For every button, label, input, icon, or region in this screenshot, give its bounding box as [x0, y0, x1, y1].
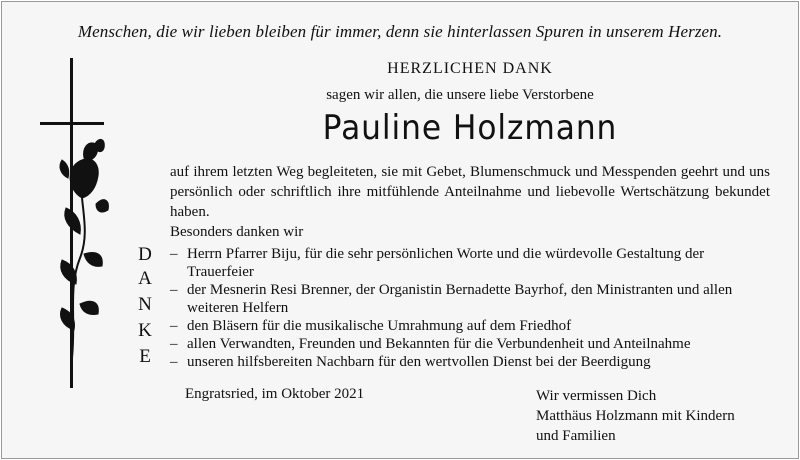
list-dash: – [170, 246, 178, 262]
list-item [170, 335, 770, 353]
closing-line-1: Wir vermissen Dich [536, 388, 657, 404]
list-item [170, 317, 770, 335]
list-dash: – [170, 282, 178, 298]
list-dash: – [170, 354, 178, 370]
motto-quote: Menschen, die wir lieben bleiben für immer, denn sie hinterlassen Spuren in unserem Herzen. [77, 22, 723, 41]
danke-letter-a: A [138, 268, 152, 289]
intro-line: sagen wir allen, die unsere liebe Verstorbene [326, 87, 594, 103]
closing-line-2: Matthäus Holzmann mit Kindern [536, 408, 735, 424]
danke-letter-e: E [139, 346, 151, 367]
heading-herzlichen-dank: HERZLICHEN DANK [387, 60, 553, 77]
list-item-text: Herrn Pfarrer Biju, für die sehr persönlichen Worte und die würdevolle Gestaltung der Trauerfeier [187, 246, 705, 280]
danke-letter-n: N [138, 294, 152, 315]
list-dash: – [170, 318, 178, 334]
thanks-list [170, 245, 770, 371]
danke-letter-k: K [138, 320, 152, 341]
list-item-text: allen Verwandten, Freunden und Bekannten für die Verbundenheit und Anteilnahme [187, 336, 691, 352]
thanks-paragraph: auf ihrem letzten Weg begleiteten, sie mit Gebet, Blumenschmuck und Messpenden geehrt und uns persönlich oder schriftlich ihre mitfühlende Anteilnahme und liebevolle Wertschätzung bekundet haben. [170, 164, 770, 220]
list-item [170, 245, 770, 281]
danke-letter-d: D [138, 244, 152, 265]
list-item-text: den Bläsern für die musikalische Umrahmung auf dem Friedhof [187, 318, 572, 334]
list-item-text: unseren hilfsbereiten Nachbarn für den wertvollen Dienst bei der Beerdigung [187, 354, 651, 370]
deceased-name: Pauline Holzmann [322, 108, 618, 148]
list-item [170, 281, 770, 317]
rose-icon [60, 139, 108, 358]
place-date: Engratsried, im Oktober 2021 [185, 386, 365, 402]
list-item [170, 353, 770, 371]
closing-signature [536, 386, 735, 446]
closing-line-3: und Familien [536, 428, 616, 444]
cross-rose-illustration [38, 58, 118, 393]
list-item-text: der Mesnerin Resi Brenner, der Organistin Bernadette Bayrhof, den Ministranten und allen weiteren Helfern [187, 282, 733, 316]
besonders-line: Besonders danken wir [170, 224, 304, 240]
list-dash: – [170, 336, 178, 352]
